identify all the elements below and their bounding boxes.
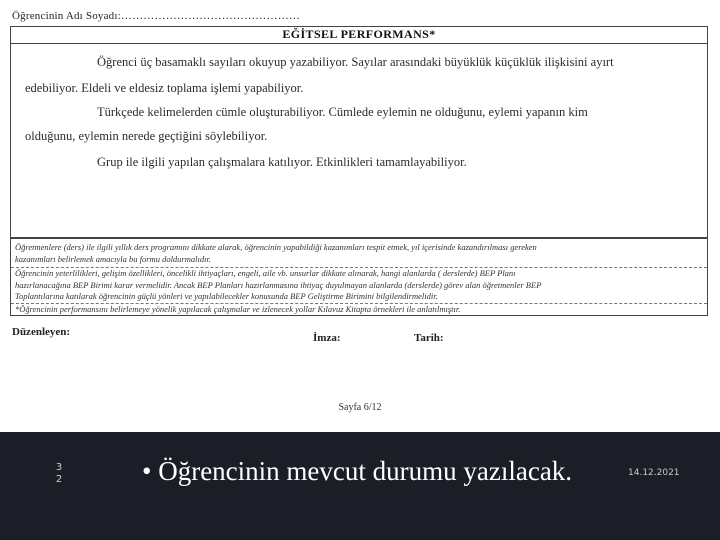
info-note-4: hazırlanacağına BEP Birimi karar vermelidir. Ancak BEP Planları hazırlanmasına ihtiyaç duyulmayan alanlarda (derslerde) görev alan öğretmenler BEP (15, 280, 542, 290)
title-divider (11, 43, 707, 44)
performance-table (10, 26, 708, 238)
info-note-2: kazanımları belirlemek amacıyla bu formu doldurmalıdır. (15, 254, 211, 264)
info-note-3: Öğrencinin yeterlilikleri, gelişim özellikleri, öncelikli ihtiyaçları, engeli, aile vb. unsurlar dikkate alınarak, hangi alanlarda ( derslerde) BEP Planı (15, 268, 516, 278)
slide-bullet-text: • Öğrencinin mevcut durumu yazılacak. (142, 456, 573, 486)
section-title: EĞİTSEL PERFORMANS* (282, 27, 436, 41)
slide-number: 32 (55, 462, 63, 485)
info-note-5: Toplantılarına katılarak öğrencinin güçlü yönleri ve yapılabilecekler konusunda BEP Geliştirme Birimini bilgilendirmelidir. (15, 291, 438, 301)
prepared-by-label: Düzenleyen: (12, 326, 71, 338)
performance-line-4: olduğunu, eylemin nerede geçtiğini söylebiliyor. (25, 129, 268, 143)
performance-line-5: Grup ile ilgili yapılan çalışmalara katılıyor. Etkinlikleri tamamlayabiliyor. (97, 155, 467, 169)
page-number: Sayfa 6/12 (338, 402, 382, 413)
slide-footer (0, 432, 720, 540)
performance-line-3: Türkçede kelimelerden cümle oluşturabiliyor. Cümlede eylemin ne olduğunu, eylemi yapanın kim (97, 105, 588, 119)
performance-line-1: Öğrenci üç basamaklı sayıları okuyup yazabiliyor. Sayılar arasındaki büyüklük küçüklük ilişkisini ayırt (97, 55, 614, 69)
signature-label: İmza: (313, 332, 341, 344)
date-label: Tarih: (414, 332, 444, 344)
info-note-6: *Öğrencinin performansını belirlemeye yönelik yapılacak çalışmalar ve izlenecek yollar Kılavuz Kitapta örnekleri ile anlatılmıştır. (15, 304, 461, 314)
student-name-line: Öğrencinin Adı Soyadı:………………………………………… (12, 10, 301, 22)
slide-date: 14.12.2021 (628, 468, 680, 478)
info-notes-box (10, 238, 708, 316)
info-note-1: Öğretmenlere (ders) ile ilgili yıllık ders programını dikkate alarak, öğrencinin yapabildiği kazanımları tespit etmek, yıl içerisinde kazandırılması gereken (15, 242, 537, 252)
performance-line-2: edebiliyor. Eldeli ve eldesiz toplama işlemi yapabiliyor. (25, 81, 304, 95)
